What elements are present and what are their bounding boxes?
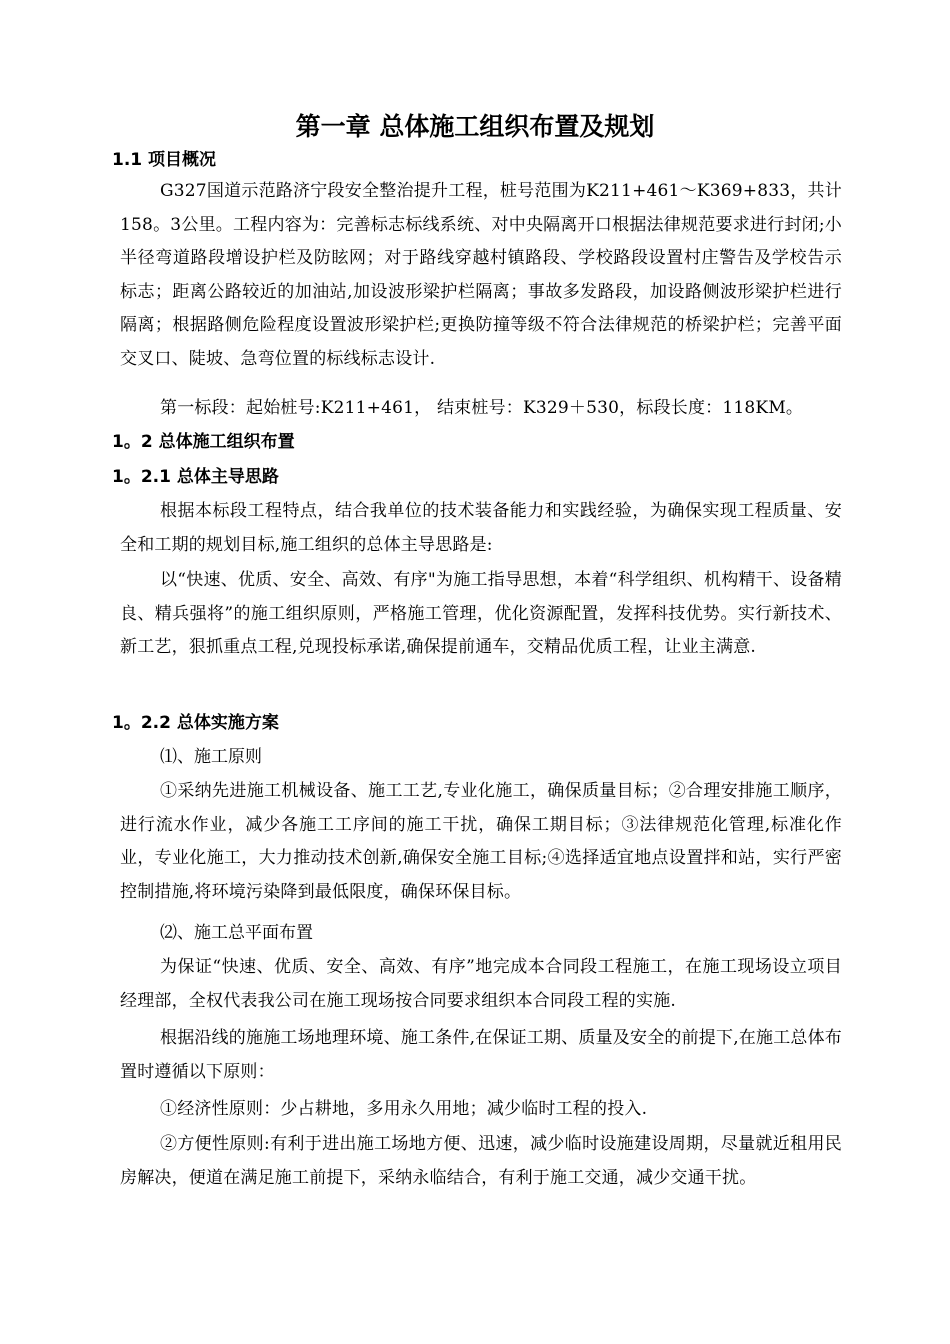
subheading-site-layout: ⑵、施工总平面布置 bbox=[160, 923, 313, 943]
heading-1-2-1: 1。2.1 总体主导思路 bbox=[112, 467, 279, 487]
chapter-title: 第一章 总体施工组织布置及规划 bbox=[295, 112, 655, 141]
paragraph-convenience-principle: ②方便性原则:有利于进出施工场地方便、迅速，减少临时设施建设周期，尽量就近租用民房解决，便道在满足施工前提下，采纳永临结合，有利于施工交通，减少交通干扰。 bbox=[120, 1134, 842, 1188]
paragraph-guiding-principle: 以“快速、优质、安全、高效、有序"为施工指导思想，本着“科学组织、机构精干、设备精良、精兵强将”的施工组织原则，严格施工管理，优化资源配置，发挥科技优势。实行新技术、新工艺，狠抓重点工程,兑现投标承诺,确保提前通车，交精品优质工程，让业主满意. bbox=[120, 570, 842, 657]
paragraph-project-overview: G327国道示范路济宁段安全整治提升工程，桩号范围为K211+461～K369+833，共计158。3公里。工程内容为：完善标志标线系统、对中央隔离开口根据法律规范要求进行封闭;小半径弯道路段增设护栏及防眩网；对于路线穿越村镇路段、学校路段设置村庄警告及学校告示标志；距离公路较近的加油站,加设波形梁护栏隔离；事故多发路段，加设路侧波形梁护栏进行隔离；根据路侧危险程度设置波形梁护栏;更换防撞等级不符合法律规范的桥梁护栏；完善平面交叉口、陡坡、急弯位置的标线标志设计. bbox=[120, 181, 842, 369]
paragraph-construction-principles: ①采纳先进施工机械设备、施工工艺,专业化施工，确保质量目标；②合理安排施工顺序，进行流水作业，减少各施工工序间的施工干扰，确保工期目标；③法律规范化管理,标准化作业，专业化施工，大力推动技术创新,确保安全施工目标;④选择适宜地点设置拌和站，实行严密控制措施,将环境污染降到最低限度，确保环保目标。 bbox=[120, 781, 842, 902]
paragraph-layout-principles: 根据沿线的施施工场地理环境、施工条件,在保证工期、质量及安全的前提下,在施工总体布置时遵循以下原则： bbox=[120, 1028, 843, 1082]
heading-1-2: 1。2 总体施工组织布置 bbox=[112, 432, 295, 452]
heading-1-2-2: 1。2.2 总体实施方案 bbox=[112, 713, 279, 733]
paragraph-guiding-idea: 根据本标段工程特点，结合我单位的技术装备能力和实践经验，为确保实现工程质量、安全和工期的规划目标,施工组织的总体主导思路是: bbox=[120, 501, 842, 555]
paragraph-site-layout: 为保证“快速、优质、安全、高效、有序”地完成本合同段工程施工，在施工现场设立项目经理部，全权代表我公司在施工现场按合同要求组织本合同段工程的实施. bbox=[120, 957, 842, 1011]
heading-1-1: 1.1 项目概况 bbox=[112, 150, 217, 170]
subheading-construction-principles: ⑴、施工原则 bbox=[160, 747, 262, 767]
paragraph-section-one: 第一标段：起始桩号:K211+461， 结束桩号：K329＋530，标段长度：118KM。 bbox=[160, 398, 804, 418]
paragraph-economy-principle: ①经济性原则：少占耕地，多用永久用地；减少临时工程的投入. bbox=[160, 1099, 648, 1119]
